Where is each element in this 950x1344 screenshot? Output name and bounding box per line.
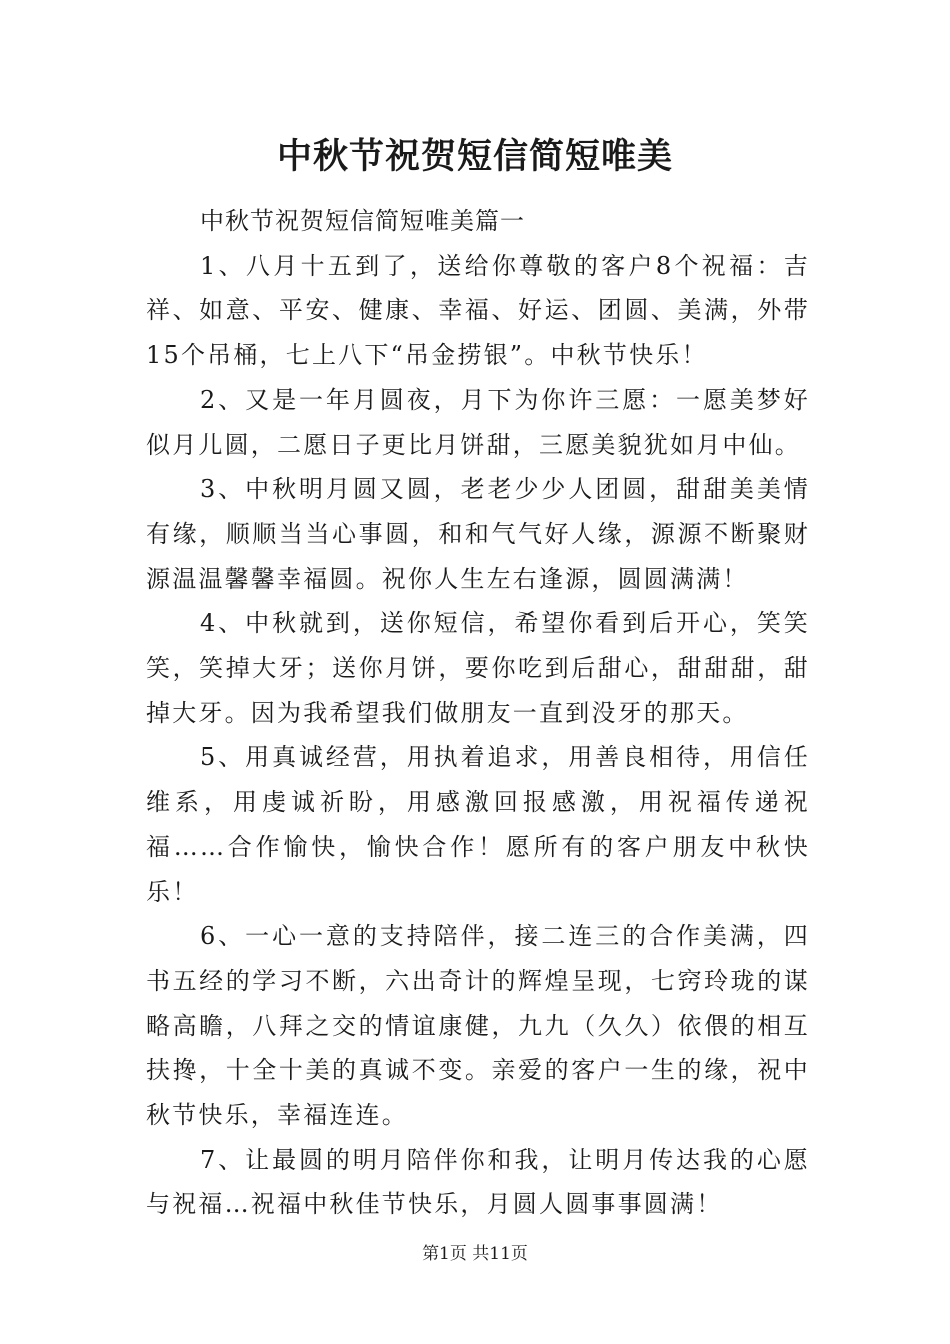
- message-paragraph-6: 6、一心一意的支持陪伴，接二连三的合作美满，四书五经的学习不断，六出奇计的辉煌呈现，七窍玲珑的谋略高瞻，八拜之交的情谊康健，九九（久久）依偎的相互扶搀，十全十美的真诚不变。亲爱的客户一生的缘，祝中秋节快乐，幸福连连。: [146, 922, 810, 1130]
- message-paragraph-2: 2、又是一年月圆夜，月下为你许三愿：一愿美梦好似月儿圆，二愿日子更比月饼甜，三愿美貌犹如月中仙。: [146, 385, 810, 459]
- message-paragraph-4: 4、中秋就到，送你短信，希望你看到后开心，笑笑笑，笑掉大牙；送你月饼，要你吃到后甜心，甜甜甜，甜掉大牙。因为我希望我们做朋友一直到没牙的那天。: [146, 609, 810, 727]
- document-body: [146, 199, 810, 1227]
- message-paragraph-5: 5、用真诚经营，用执着追求，用善良相待，用信任维系，用虔诚祈盼，用感激回报感激，用祝福传递祝福……合作愉快，愉快合作！愿所有的客户朋友中秋快乐！: [146, 743, 810, 906]
- message-paragraph-7: 7、让最圆的明月陪伴你和我，让明月传达我的心愿与祝福…祝福中秋佳节快乐，月圆人圆事事圆满！: [146, 1145, 810, 1219]
- page-number-footer: 第1页 共11页: [422, 1244, 528, 1264]
- message-paragraph-1: 1、八月十五到了，送给你尊敬的客户8个祝福：吉祥、如意、平安、健康、幸福、好运、团圆、美满，外带15个吊桶，七上八下“吊金捞银”。中秋节快乐！: [146, 251, 810, 370]
- document-title: 中秋节祝贺短信简短唯美: [276, 136, 673, 177]
- section-heading: 中秋节祝贺短信简短唯美篇一: [200, 207, 525, 235]
- message-paragraph-3: 3、中秋明月圆又圆，老老少少人团圆，甜甜美美情有缘，顺顺当当心事圆，和和气气好人缘，源源不断聚财源温温馨馨幸福圆。祝你人生左右逢源，圆圆满满！: [146, 475, 810, 593]
